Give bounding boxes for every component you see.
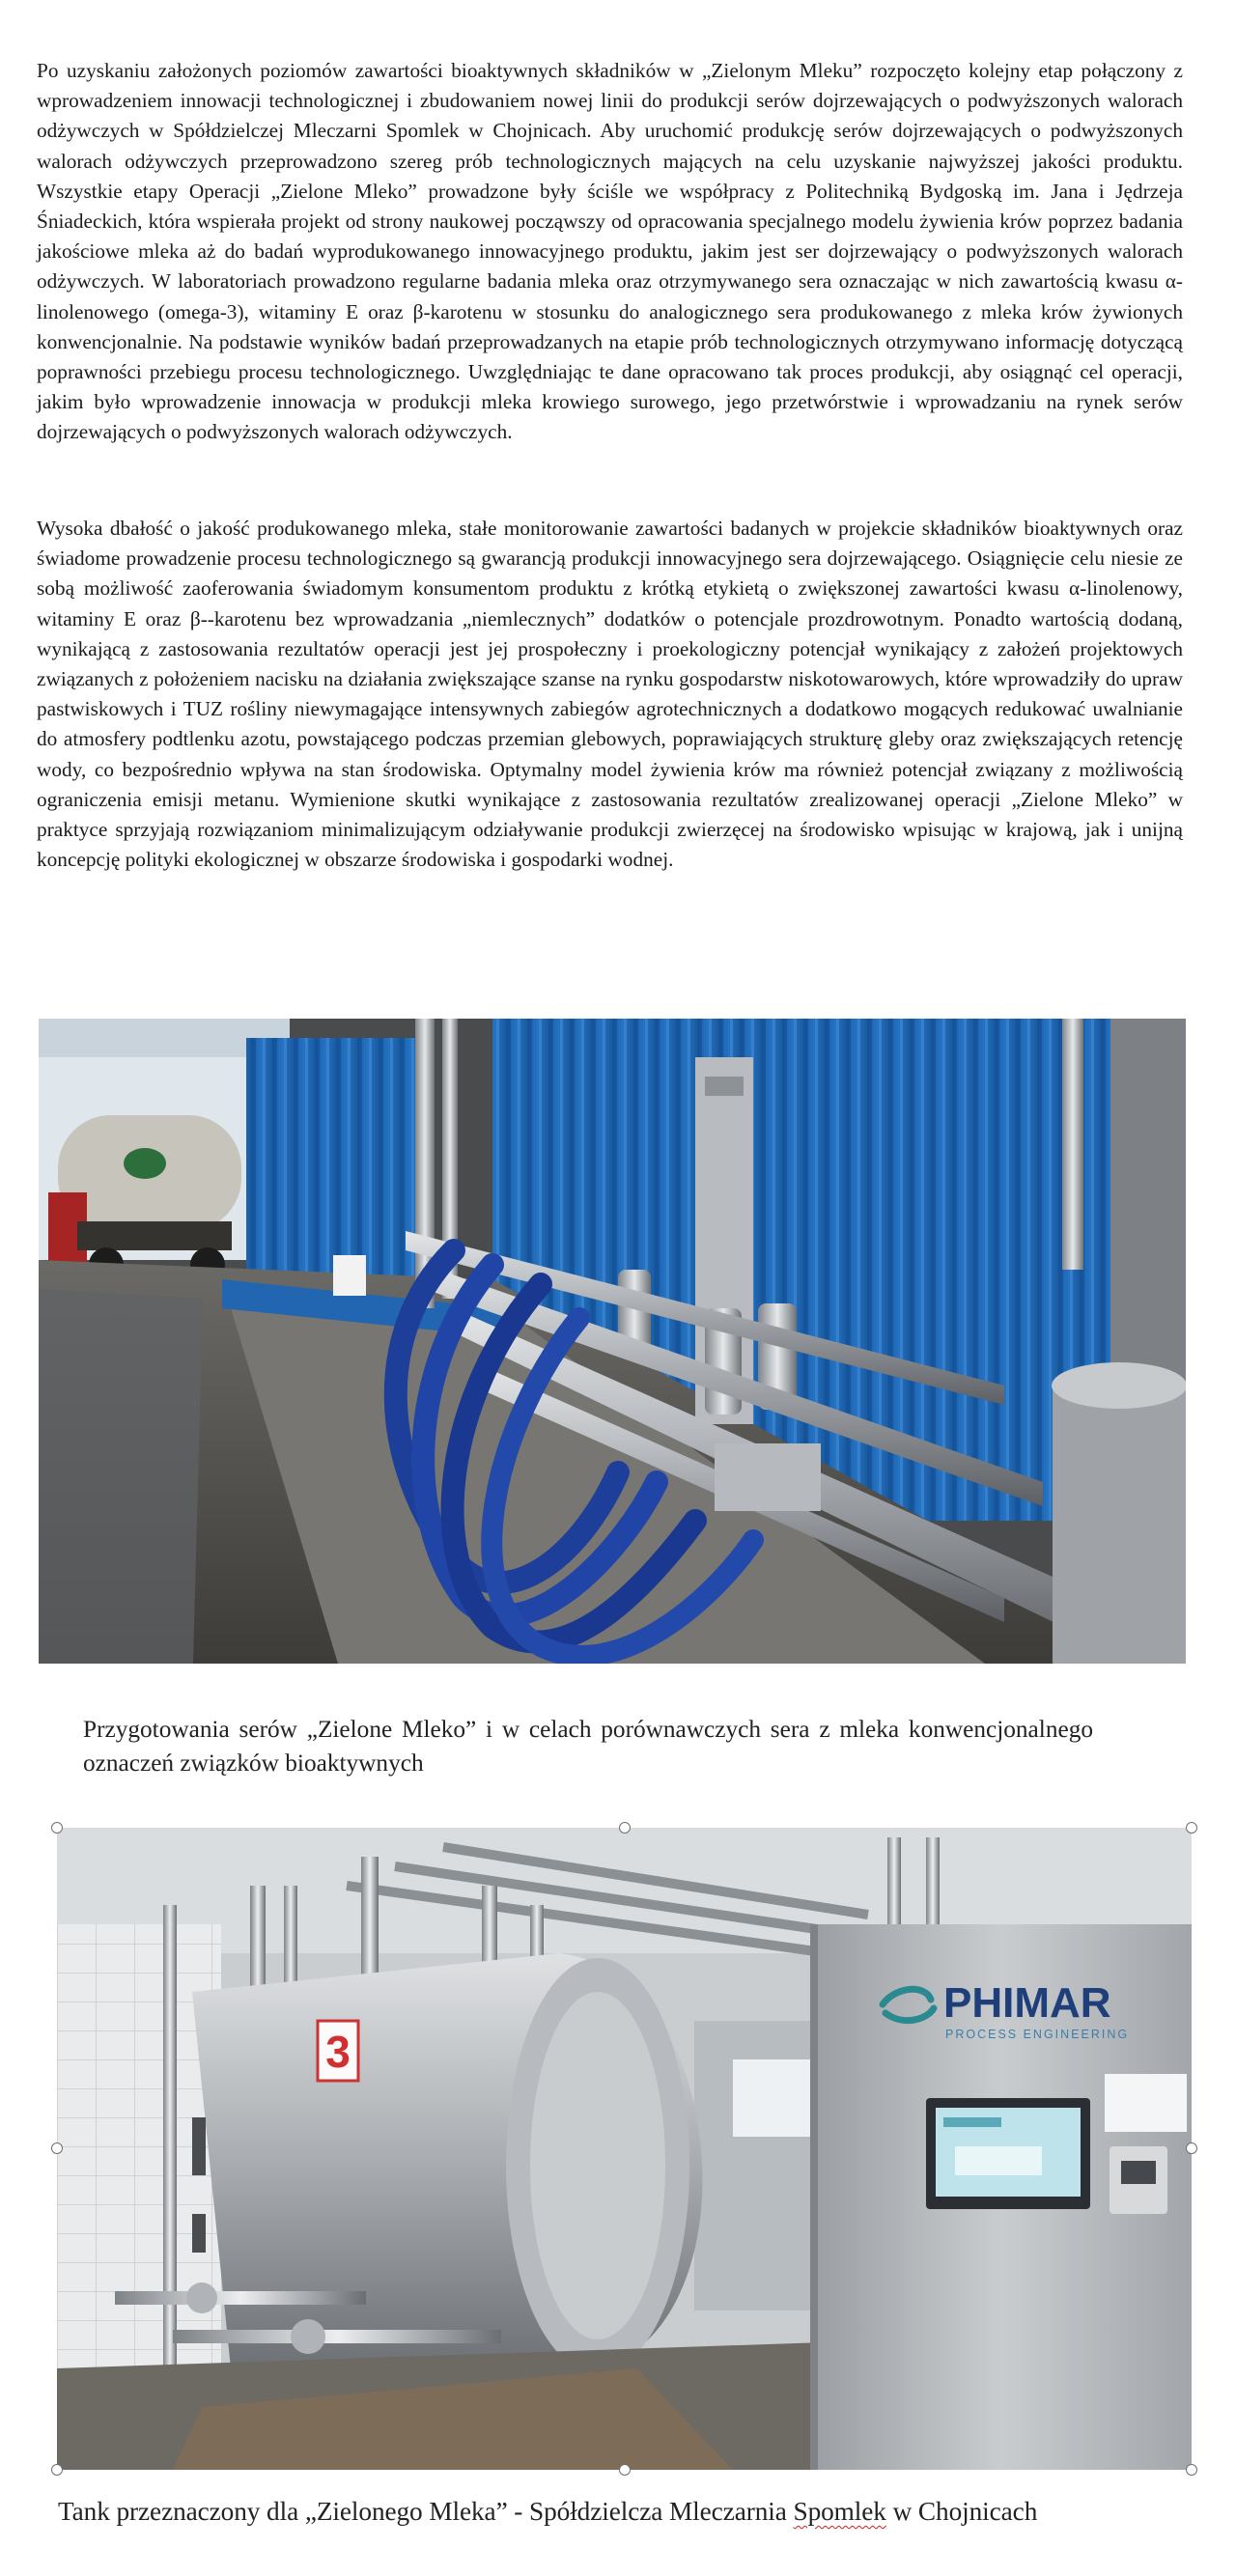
resize-handle-bottom-right[interactable]	[1186, 2464, 1197, 2476]
figure-1-caption: Przygotowania serów „Zielone Mleko” i w celach porównawczych sera z mleka konwencjonalnego oznaczeń związków bioaktywnych	[83, 1716, 1093, 1777]
resize-handle-top-left[interactable]	[51, 1822, 63, 1834]
resize-handle-middle-right[interactable]	[1186, 2142, 1197, 2154]
figure-2-caption-suffix: w Chojnicach	[885, 2497, 1038, 2526]
tank-number-label: 3	[325, 2027, 351, 2077]
milk-intake-illustration	[39, 1019, 1186, 1664]
resize-handle-top-center[interactable]	[619, 1822, 631, 1834]
paragraph-2: Wysoka dbałość o jakość produkowanego mleka, stałe monitorowanie zawartości badanych w projekcie składników bioaktywnych oraz świadome prowadzenie procesu technologicznego są gwarancją produkcji innowacyjnego sera dojrzewającego. Osiągnięcie celu niesie ze sobą możliwość zaoferowania świadomym konsumentom produktu z krótką etykietą o zwiększonej zawartości kwasu α-linolenowy, witaminy E oraz β--karotenu bez wprowadzania „niemlecznych” dodatków o potencjale prozdrowotnym. Ponadto wartością dodaną, wynikającą z zastosowania rezultatów operacji jest jej prospołeczny i proekologiczny potencjał wynikający z założeń projektowych związanych z położeniem nacisku na działania zwiększające szanse na rynku gospodarstw niskotowarowych, które wprowadziły do upraw pastwiskowych i TUZ rośliny niewymagające intensywnych zabiegów agrotechnicznych a dodatkowo mogących redukować uwalnianie do atmosfery podtlenku azotu, powstającego podczas przemian glebowych, poprawiających strukturę gleby oraz zwiększających retencję wody, co bezpośrednio wpływa na stan środowiska. Optymalny model żywienia krów ma również potencjał związany z możliwością ograniczenia emisji metanu. Wymienione skutki wynikające z zastosowania rezultatów zrealizowanej operacji „Zielone Mleko” w praktyce sprzyjają rozwiązaniom minimalizującym odziaływanie produkcji zwierzęcej na środowisko wpisując w krajową, jak i unijną koncepcję polityki ekologicznej w obszarze środowiska i gospodarki wodnej.	[37, 517, 1183, 872]
tank-illustration	[57, 1828, 1192, 2470]
phimar-tagline: PROCESS ENGINEERING	[945, 2028, 1130, 2041]
figure-2-caption-prefix: Tank przeznaczony dla „Zielonego Mleka” - Spółdzielcza Mleczarnia	[58, 2497, 794, 2526]
photo-milk-storage-tank[interactable]	[57, 1828, 1192, 2470]
resize-handle-top-right[interactable]	[1186, 1822, 1197, 1834]
spellcheck-flagged-word[interactable]: Spomlek	[793, 2497, 886, 2526]
photo-milk-intake-station	[39, 1019, 1186, 1664]
resize-handle-middle-left[interactable]	[51, 2142, 63, 2154]
resize-handle-bottom-left[interactable]	[51, 2464, 63, 2476]
resize-handle-bottom-center[interactable]	[619, 2464, 631, 2476]
phimar-logo-text: PHIMAR	[943, 1979, 1111, 2027]
figure-2-caption	[58, 2494, 1197, 2529]
paragraph-1: Po uzyskaniu założonych poziomów zawartości bioaktywnych składników w „Zielonym Mleku” rozpoczęto kolejny etap połączony z wprowadzeniem innowacji technologicznej i zbudowaniem nowej linii do produkcji serów dojrzewających o podwyższonych walorach odżywczych w Spółdzielczej Mleczarni Spomlek w Chojnicach. Aby uruchomić produkcję serów dojrzewających o podwyższonych walorach odżywczych przeprowadzono szereg prób technologicznych mających na celu uzyskanie najwyższej jakości produktu. Wszystkie etapy Operacji „Zielone Mleko” prowadzone były ściśle we współpracy z Politechniką Bydgoską im. Jana i Jędrzeja Śniadeckich, która wspierała projekt od strony naukowej począwszy od opracowania specjalnego modelu żywienia krów poprzez badania jakościowe mleka aż do badań wyprodukowanego innowacyjnego produktu, jakim jest ser dojrzewający o podwyższonych walorach odżywczych. W laboratoriach prowadzono regularne badania mleka oraz otrzymywanego sera oznaczając w nich zawartością kwasu α-linolenowego (omega-3), witaminy E oraz β-karotenu w stosunku do analogicznego sera produkowanego z mleka krów żywionych konwencjonalnie. Na podstawie wyników badań przeprowadzanych na etapie prób technologicznych otrzymywano informację dotyczącą poprawności przebiegu procesu technologicznego. Uwzględniając te dane opracowano tak proces produkcji, aby osiągnąć cel operacji, jakim było wprowadzenie innowacja w produkcji mleka krowiego surowego, jego przetwórstwie i wprowadzaniu na rynek serów dojrzewających o podwyższonych walorach odżywczych.	[37, 59, 1183, 444]
